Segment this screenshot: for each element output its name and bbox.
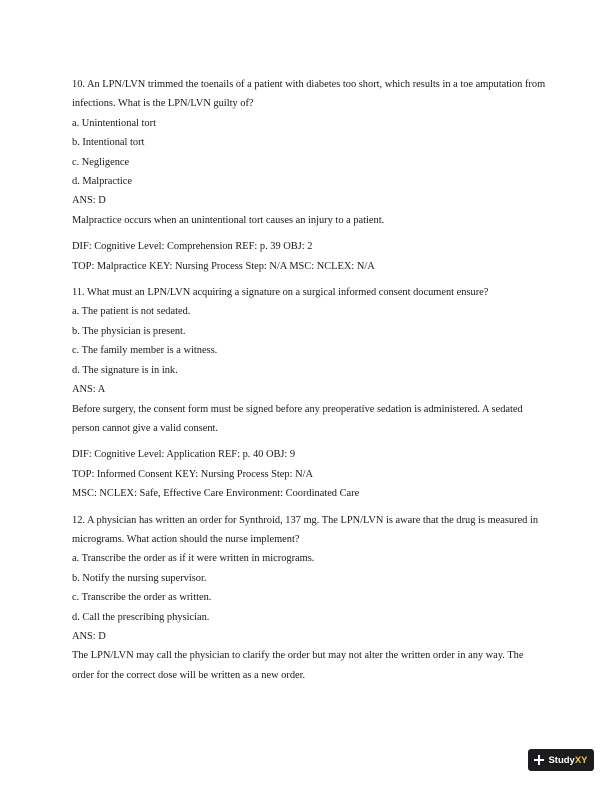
document-page xyxy=(72,75,547,685)
question-stem: 10. An LPN/LVN trimmed the toenails of a patient with diabetes too short, which results in a toe amputation from infections. What is the LPN/LVN guilty of? xyxy=(72,79,546,110)
question-stem: 12. A physician has written an order for Synthroid, 137 mg. The LPN/LVN is aware that the drug is measured in micrograms. What action should the nurse implement? xyxy=(72,514,539,545)
answer-option-b: b. Intentional tort xyxy=(72,137,145,149)
answer-option-d: d. The signature is in ink. xyxy=(72,364,178,376)
answer-key: ANS: A xyxy=(72,384,106,396)
brand-name: StudyXY xyxy=(548,754,588,766)
answer-option-b: b. Notify the nursing supervisor. xyxy=(72,572,207,584)
meta-line: TOP: Malpractice KEY: Nursing Process Step: N/A MSC: NCLEX: N/A xyxy=(72,260,375,272)
answer-option-d: d. Call the prescribing physician. xyxy=(72,611,210,623)
answer-option-c: c. Transcribe the order as written. xyxy=(72,592,212,604)
rationale: Before surgery, the consent form must be signed before any preoperative sedation is administered. A sedated person cannot give a valid consent. xyxy=(72,403,523,434)
answer-key: ANS: D xyxy=(72,195,106,207)
meta-line: DIF: Cognitive Level: Comprehension REF: p. 39 OBJ: 2 xyxy=(72,241,313,253)
answer-option-c: c. The family member is a witness. xyxy=(72,345,218,357)
meta-line: DIF: Cognitive Level: Application REF: p. 40 OBJ: 9 xyxy=(72,449,296,461)
meta-line: TOP: Informed Consent KEY: Nursing Process Step: N/A xyxy=(72,468,313,480)
answer-option-c: c. Negligence xyxy=(72,156,130,168)
studyxy-badge[interactable] xyxy=(528,749,594,771)
answer-option-b: b. The physician is present. xyxy=(72,325,186,337)
plus-icon xyxy=(534,755,544,765)
meta-line: MSC: NCLEX: Safe, Effective Care Environment: Coordinated Care xyxy=(72,488,360,500)
answer-key: ANS: D xyxy=(72,630,106,642)
rationale: The LPN/LVN may call the physician to clarify the order but may not alter the written order in any way. The order for the correct dose will be written as a new order. xyxy=(72,650,524,681)
answer-option-a: a. The patient is not sedated. xyxy=(72,306,191,318)
rationale: Malpractice occurs when an unintentional tort causes an injury to a patient. xyxy=(72,214,385,226)
question-12 xyxy=(72,511,547,686)
question-stem: 11. What must an LPN/LVN acquiring a signature on a surgical informed consent document ensure? xyxy=(72,287,489,299)
answer-option-d: d. Malpractice xyxy=(72,176,133,188)
question-10 xyxy=(72,75,547,283)
answer-option-a: a. Unintentional tort xyxy=(72,117,156,129)
answer-option-a: a. Transcribe the order as if it were written in micrograms. xyxy=(72,553,315,565)
question-11 xyxy=(72,283,547,510)
